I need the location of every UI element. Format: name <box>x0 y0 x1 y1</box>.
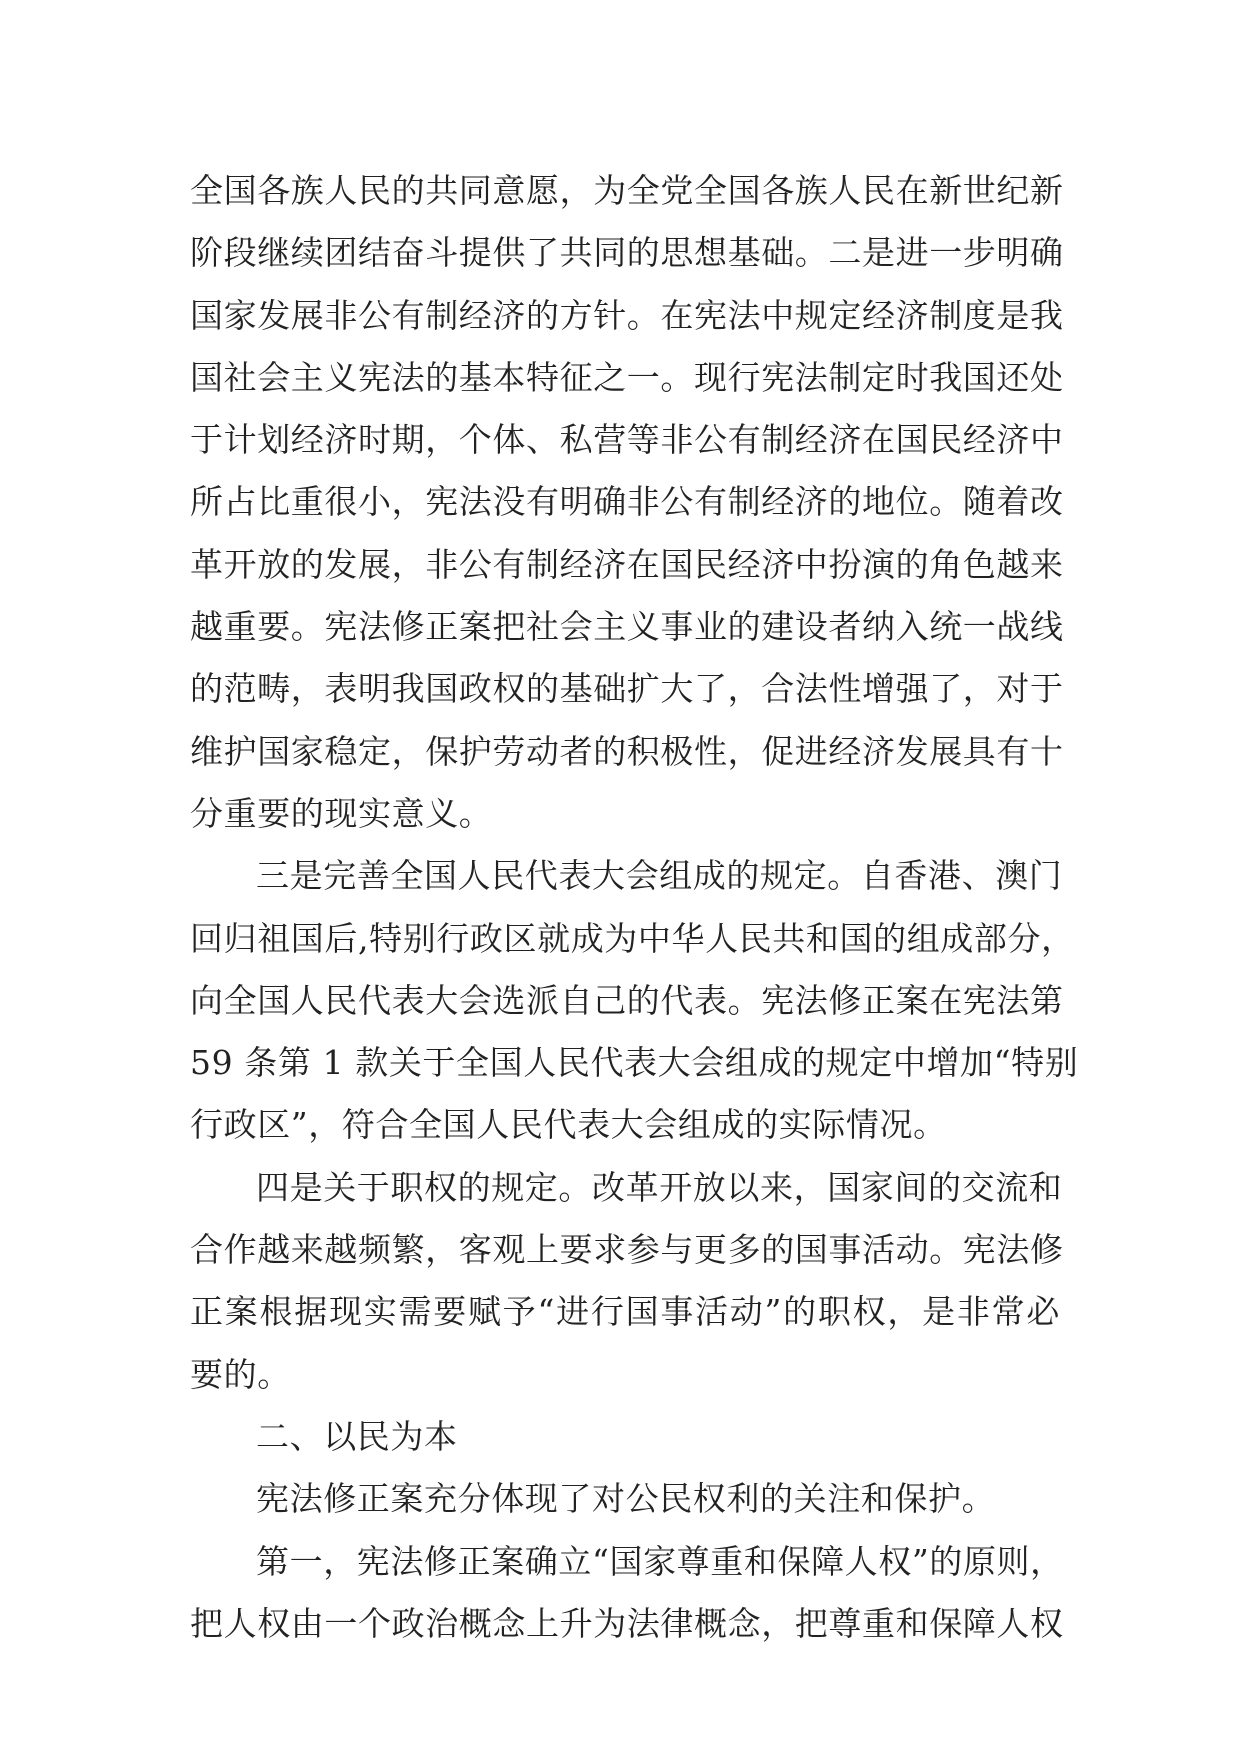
text-line: 维护国家稳定，保护劳动者的积极性，促进经济发展具有十 <box>190 731 1064 771</box>
text-line: 于计划经济时期，个体、私营等非公有制经济在国民经济中 <box>190 420 1064 460</box>
text-line: 二、以民为本 <box>256 1416 458 1456</box>
text-line: 革开放的发展，非公有制经济在国民经济中扮演的角色越来 <box>190 544 1064 584</box>
text-line: 阶段继续团结奋斗提供了共同的思想基础。二是进一步明确 <box>190 233 1064 273</box>
text-line: 的范畴，表明我国政权的基础扩大了，合法性增强了，对于 <box>190 669 1064 709</box>
text-line: 国家发展非公有制经济的方针。在宪法中规定经济制度是我 <box>190 295 1064 335</box>
text-line: 全国各族人民的共同意愿，为全党全国各族人民在新世纪新 <box>190 171 1064 210</box>
text-line: 把人权由一个政治概念上升为法律概念，把尊重和保障人权 <box>190 1603 1064 1643</box>
text-line: 分重要的现实意义。 <box>190 793 493 833</box>
text-line: 四是关于职权的规定。改革开放以来，国家间的交流和 <box>256 1167 1063 1207</box>
text-line: 国社会主义宪法的基本特征之一。现行宪法制定时我国还处 <box>190 357 1064 397</box>
text-line: 宪法修正案充分体现了对公民权利的关注和保护。 <box>256 1479 996 1519</box>
text-line: 行政区”，符合全国人民代表大会组成的实际情况。 <box>190 1105 947 1145</box>
text-line: 所占比重很小，宪法没有明确非公有制经济的地位。随着改 <box>190 482 1064 522</box>
text-line: 三是完善全国人民代表大会组成的规定。自香港、澳门 <box>256 856 1063 896</box>
body-text <box>190 160 1079 1655</box>
text-line: 正案根据现实需要赋予“进行国事活动”的职权，是非常必 <box>190 1292 1060 1332</box>
text-line: 第一，宪法修正案确立“国家尊重和保障人权”的原则， <box>256 1541 1064 1581</box>
text-line: 向全国人民代表大会选派自己的代表。宪法修正案在宪法第 <box>190 980 1064 1020</box>
text-line: 要的。 <box>190 1354 291 1394</box>
text-line: 越重要。宪法修正案把社会主义事业的建设者纳入统一战线 <box>190 607 1064 647</box>
text-line: 回归祖国后,特别行政区就成为中华人民共和国的组成部分， <box>190 918 1075 958</box>
text-line: 59 条第 1 款关于全国人民代表大会组成的规定中增加“特别 <box>190 1043 1079 1083</box>
text-line: 合作越来越频繁，客观上要求参与更多的国事活动。宪法修 <box>190 1230 1064 1270</box>
